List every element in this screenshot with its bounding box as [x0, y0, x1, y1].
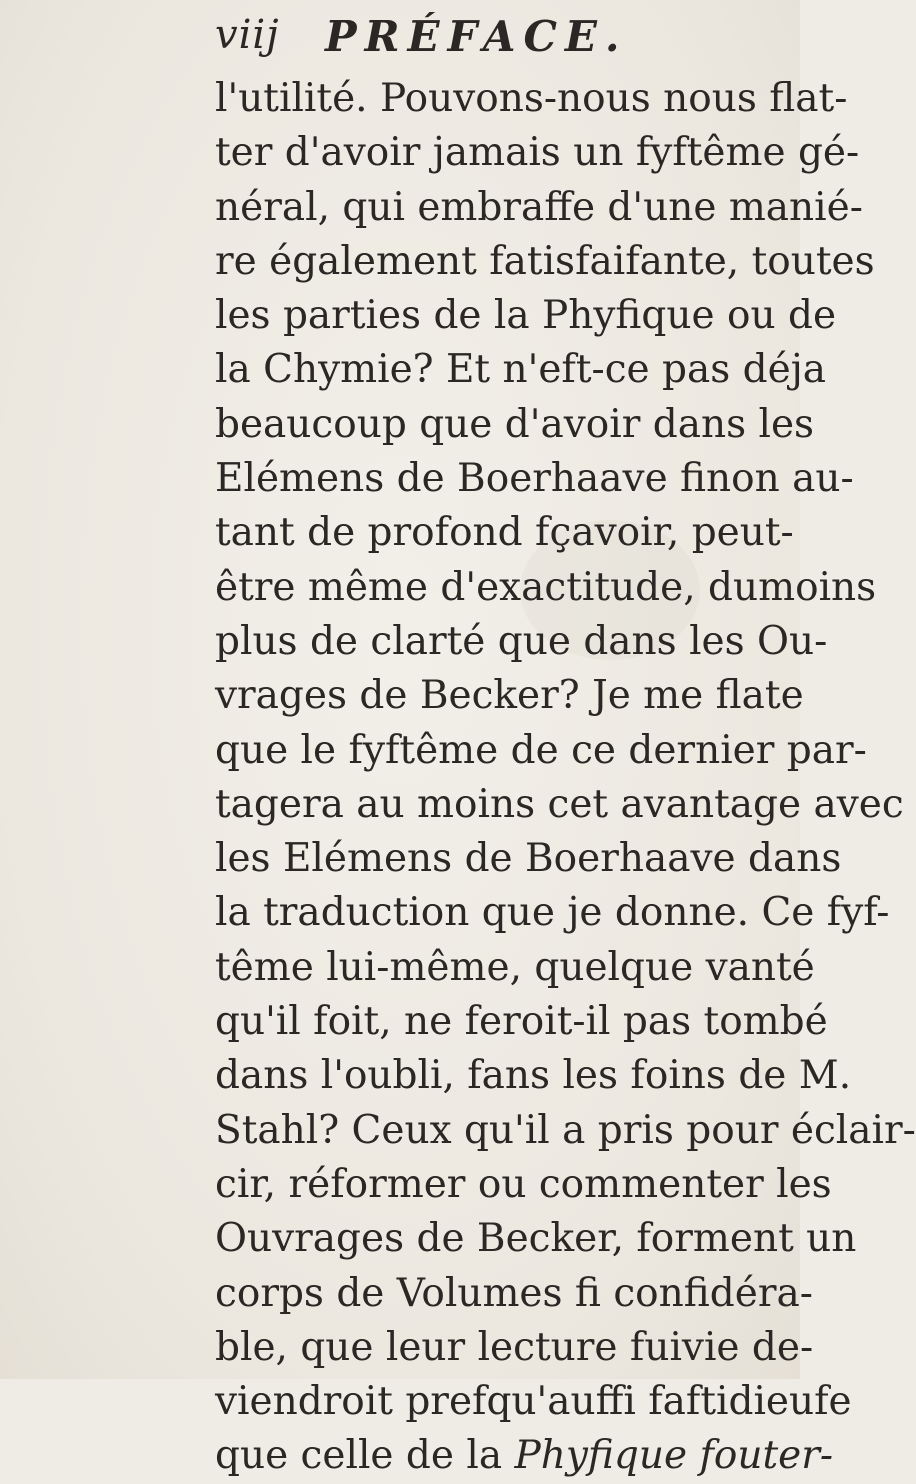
text-line: Elémens de Boerhaave finon au-: [215, 456, 854, 502]
text-line: néral, qui embraffe d'une manié-: [215, 184, 863, 230]
text-line: vrages de Becker? Je me flate: [215, 673, 804, 719]
text-line-last-roman: que celle de la: [215, 1433, 515, 1479]
text-line: être même d'exactitude, dumoins: [215, 564, 877, 610]
text-line: ter d'avoir jamais un fyftême gé-: [215, 130, 860, 176]
text-line: dans l'oubli, fans les foins de M.: [215, 1053, 852, 1099]
text-line: plus de clarté que dans les Ou-: [215, 618, 828, 664]
text-line: re également fatisfaifante, toutes: [215, 238, 875, 284]
text-line-last: [215, 1429, 834, 1483]
text-line: la traduction que je donne. Ce fyf-: [215, 890, 890, 936]
text-line: Ouvrages de Becker, forment un: [215, 1216, 857, 1262]
text-line: les Elémens de Boerhaave dans: [215, 836, 842, 882]
text-line: la Chymie? Et n'eft-ce pas déja: [215, 347, 827, 393]
text-line: tême lui-même, quelque vanté: [215, 944, 815, 990]
text-line-last-italic: Phyfique fouter-: [514, 1433, 834, 1479]
text-line: les parties de la Phyfique ou de: [215, 293, 837, 339]
text-line: beaucoup que d'avoir dans les: [215, 401, 815, 447]
text-line: corps de Volumes fi confidéra-: [215, 1270, 813, 1316]
text-line: que le fyftême de ce dernier par-: [215, 727, 867, 773]
text-line: tant de profond fçavoir, peut-: [215, 510, 794, 556]
text-line: tagera au moins cet avantage avec: [215, 781, 904, 827]
running-title: PRÉFACE.: [325, 12, 628, 61]
text-line: viendroit prefqu'auffi faftidieufe: [215, 1379, 852, 1425]
page-header: [215, 12, 775, 72]
page-number: viij: [215, 12, 280, 58]
text-line: cir, réformer ou commenter les: [215, 1161, 832, 1207]
text-line: l'utilité. Pouvons-nous nous flat-: [215, 76, 848, 121]
text-line: Stahl? Ceux qu'il a pris pour éclair-: [215, 1107, 916, 1153]
text-line: ble, que leur lecture fuivie de-: [215, 1324, 814, 1370]
text-line: qu'il foit, ne feroit-il pas tombé: [215, 999, 828, 1045]
body-text: [215, 72, 916, 1484]
